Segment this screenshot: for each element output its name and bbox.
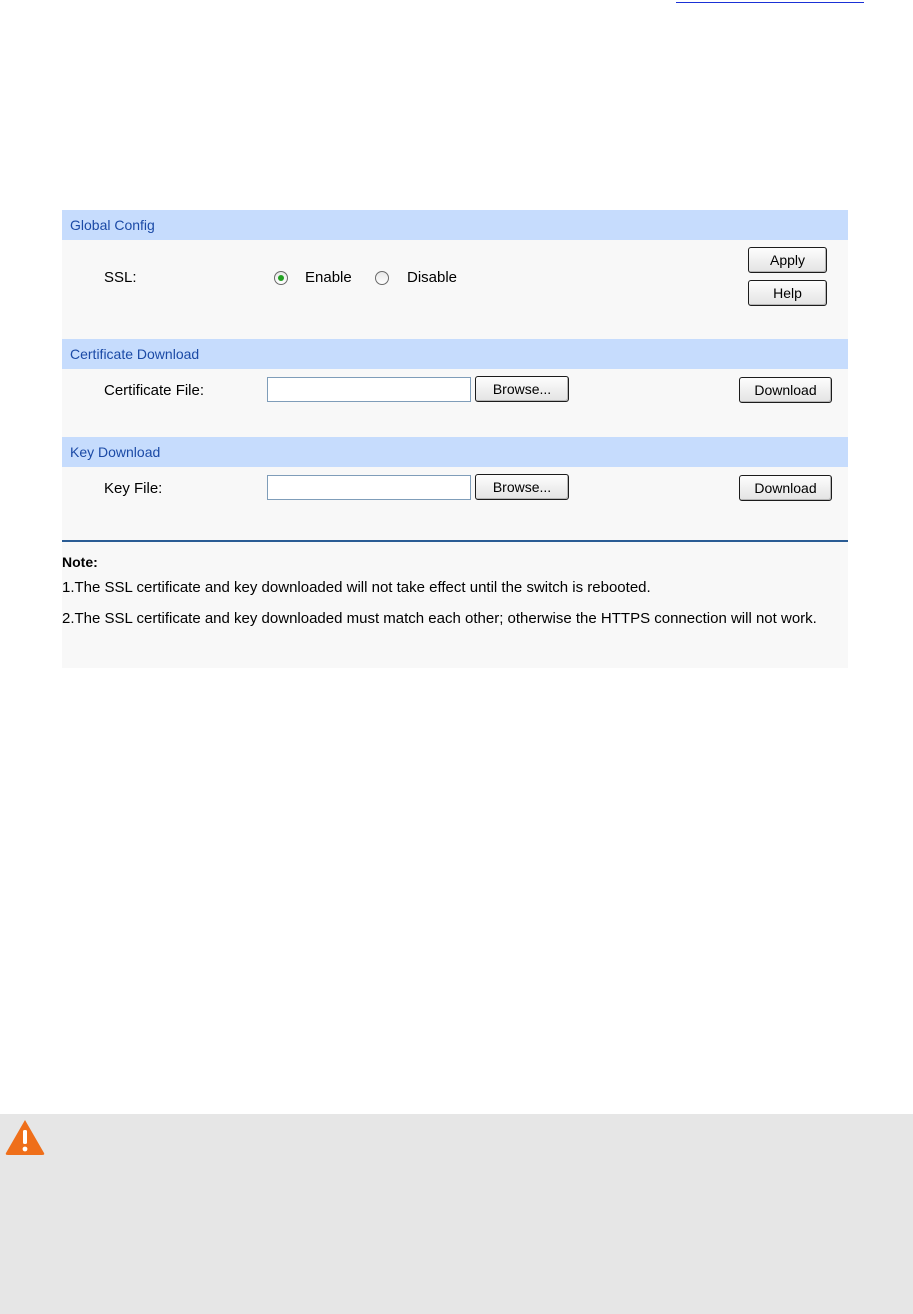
ssl-enable-label[interactable]: Enable <box>305 269 352 286</box>
key-file-label: Key File: <box>104 480 163 497</box>
certificate-browse-button[interactable]: Browse... <box>475 376 569 402</box>
key-file-input[interactable] <box>267 475 471 500</box>
certificate-download-header: Certificate Download <box>62 339 848 369</box>
top-link-underline[interactable] <box>676 0 864 3</box>
apply-button[interactable]: Apply <box>748 247 827 273</box>
key-browse-button[interactable]: Browse... <box>475 474 569 500</box>
global-config-header: Global Config <box>62 210 848 240</box>
ssl-config-panel <box>62 210 848 668</box>
certificate-file-input[interactable] <box>267 377 471 402</box>
ssl-disable-label[interactable]: Disable <box>407 269 458 286</box>
key-download-button[interactable]: Download <box>739 475 832 501</box>
ssl-enable-radio[interactable] <box>274 271 288 285</box>
help-button[interactable]: Help <box>748 280 827 306</box>
warning-icon <box>4 1118 46 1156</box>
note-line-1: 1.The SSL certificate and key downloaded will not take effect until the switch is rebooted. <box>62 579 651 596</box>
certificate-file-label: Certificate File: <box>104 382 205 399</box>
ssl-label: SSL: <box>104 269 137 286</box>
note-divider <box>62 540 848 542</box>
ssl-disable-radio[interactable] <box>375 271 389 285</box>
key-download-header: Key Download <box>62 437 848 467</box>
note-line-2: 2.The SSL certificate and key downloaded must match each other; otherwise the HTTPS connection will not work. <box>62 610 817 627</box>
certificate-download-button[interactable]: Download <box>739 377 832 403</box>
note-title: Note: <box>62 554 98 570</box>
warning-box <box>0 1114 913 1314</box>
